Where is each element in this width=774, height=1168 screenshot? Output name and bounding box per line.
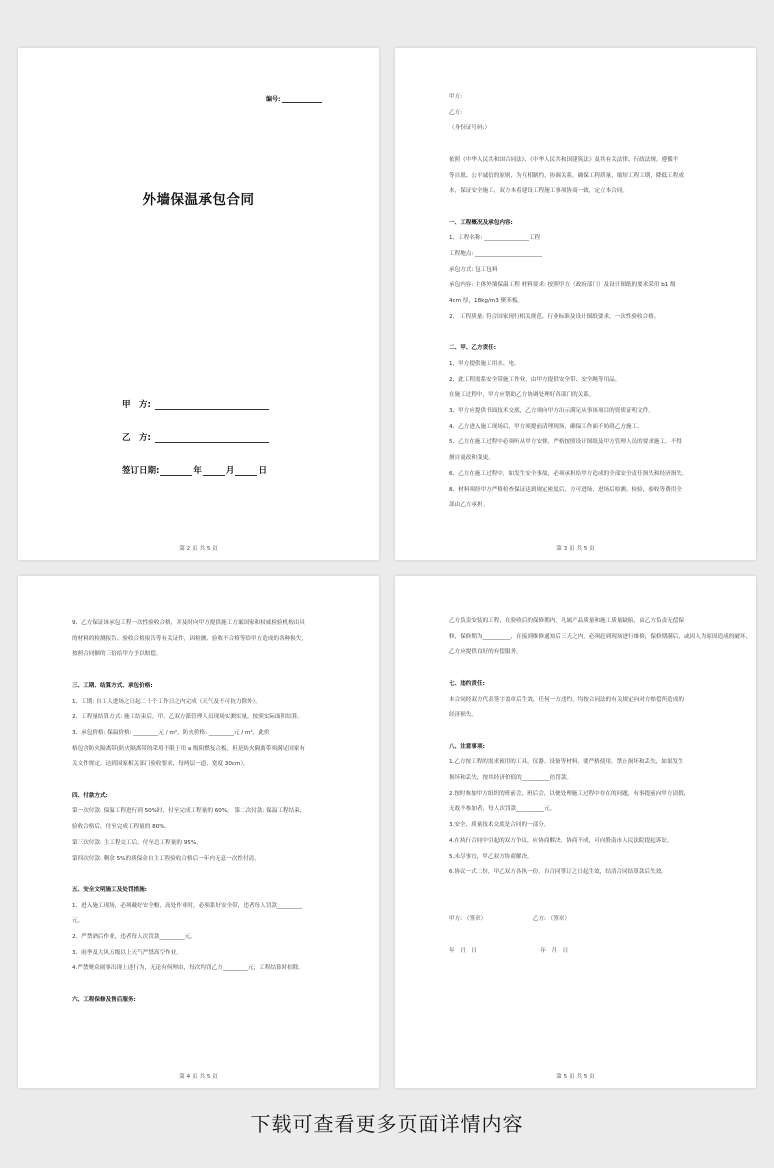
- text-line: 2、严禁酒后作业，违者每人次罚款_________元。: [72, 934, 196, 940]
- contract-page-4: [395, 576, 756, 1088]
- text-line: 验收合格后，付至完成工程量的 80%。: [72, 824, 171, 831]
- section-heading: 八、注意事项:: [449, 743, 485, 750]
- sign-date-label: 签订日期:: [122, 466, 160, 476]
- month-label: 月: [225, 466, 235, 476]
- text-line: （身份证号码:）: [449, 125, 491, 132]
- section-heading: 四、付款方式:: [72, 792, 108, 799]
- text-line: 损坏和丢失，按其经济价值的__________倍罚款。: [449, 775, 573, 781]
- text-line: 无故不参加者，每人次罚款__________元。: [449, 806, 556, 813]
- section-heading: 一、工程概况及承包内容:: [449, 219, 513, 226]
- text-line: 本合同经双方代表签字盖章后生效，任何一方违约，均按合同法的有关规定向对方赔偿所造成的: [449, 696, 684, 703]
- text-line: 2、此工程需系安全带施工作业，由甲方提供安全带、安全绳等用品。: [449, 376, 621, 383]
- page-number: 第 2 页 共 5 页: [179, 546, 218, 552]
- page-number: 第 3 页 共 5 页: [556, 546, 595, 552]
- contract-number-blank: [282, 96, 322, 103]
- text-line: 4.在执行合同中引起的双方争议，应协商解决，协商不成，可向股南市人民法院提起诉讼。: [449, 837, 673, 844]
- text-line: 8、材料须经甲方严格检查保证达到规定密度后，方可进场，进场后检测、检验，验收等费用全: [449, 486, 682, 493]
- text-line: 2、 工程质量: 符合国家现行相关规范、行业标准及设计图纸要求，一次性验收合格。: [449, 313, 660, 320]
- text-line: 4、乙方进入施工现场后，甲方须提前清理现场，确保工作面不妨碍乙方施工。: [449, 423, 643, 430]
- text-line: 按照合同额的三倍给甲方予以赔偿。: [72, 651, 162, 658]
- text-line: 元。: [72, 918, 84, 925]
- contract-page-3: [18, 576, 379, 1088]
- page-number: 第 4 页 共 5 页: [179, 1074, 218, 1080]
- section-heading: 五、安全文明施工及处罚措施:: [72, 886, 147, 893]
- party-b-label: 乙 方:: [122, 433, 151, 443]
- text-line: 1、工期: 自工人进场之日起二十个工作日之内完成（天气及不可抗力除外）。: [72, 698, 262, 705]
- party-b-field: [122, 431, 269, 443]
- text-line: 3、甲方应提供书面技术交底，乙方须向甲方出示满足从事该项目的资质证明文件。: [449, 408, 654, 414]
- text-line: 3、雨季及大风五级以上天气严禁高空作业。: [72, 949, 182, 956]
- day-label: 日: [258, 466, 267, 476]
- text-line: 5、乙方在施工过程中必须听从甲方安排，严格按照设计图纸及甲方管理人员的要求施工，不得: [449, 439, 682, 446]
- text-line: 部由乙方承担。: [449, 502, 489, 509]
- text-line: 承包内容: 主体外墙保温工程 材料要求: 按照甲方（政府部门）及设计图纸的要求采用 b1 级: [449, 282, 676, 289]
- text-line: 乙方负责安装的工程，在验收后的保修期内，凡属产品质量和施工质量缺陷，由乙方负责无偿保: [449, 618, 684, 624]
- contract-page-2: [395, 48, 756, 560]
- download-caption: 下载可查看更多页面详情内容: [250, 1112, 524, 1136]
- text-line: 乙方应提供良好的有偿服务。: [449, 649, 522, 656]
- text-line: 1.乙方按工程的需求预用的工具、仪器、设备等材料，要严格使用，禁止损坏和丢失，如果发生: [449, 759, 684, 766]
- text-line: 经济损失。: [449, 712, 477, 719]
- text-line: 9、乙方保证该承包工程一次性验收合格，并及时向甲方提供施工方案国家和权威检验机构出具: [72, 620, 305, 626]
- year-blank: [160, 466, 192, 476]
- contract-title: 外墙保温承包合同: [142, 192, 255, 208]
- text-line: 5.未尽事宜，甲乙双方协商解决。: [449, 853, 533, 860]
- text-line: 4cm 厚，18kg/m3 聚苯板。: [449, 298, 524, 305]
- text-line: 6、乙方在施工过程中，如发生安全事故，必须承担给甲方造成的全部安全责任损失和经济损失。: [449, 470, 688, 477]
- sign-date-field: [122, 464, 267, 476]
- text-line: 1、进入施工现场，必须戴好安全帽，高处作业时，必须系好安全带，违者每人罚款_________: [72, 902, 303, 909]
- party-a-field: [122, 398, 269, 410]
- text-line: 工程地点: ________________________: [449, 251, 543, 257]
- text-line: 修，保修期为__________，在接到维修通知后三天之内，必须赶到现场进行维修，保修期满后，或因人为原因造成的破坏，: [449, 633, 752, 640]
- text-line: 1、工程名称: ________________工程: [449, 235, 541, 242]
- party-a-blank: [155, 400, 269, 410]
- text-line: 第一次付款: 保温工程进行到 50%时，付至完成工程量的 60%。 第二次付款: 保温工程结束，: [72, 808, 306, 815]
- text-line: 第四次付款: 剩余 5%的质保金自主工程验收合格后一年内无息一次性付清。: [72, 855, 260, 862]
- text-line: 2.按时参加甲方组织的班前会，班后会，以便处理施工过程中存在的问题，有事提前向甲方请假，: [449, 790, 690, 797]
- contract-number-label: 编号:: [266, 96, 281, 103]
- section-heading: 六、工程保修及售后服务:: [72, 996, 136, 1003]
- text-line: 3.安全、质量技术交底是合同的一部分。: [449, 822, 550, 829]
- section-heading: 三、工期、结算方式、承包价格:: [72, 682, 153, 689]
- text-line: 2、工程量结算方式: 施工结束后，甲、乙双方派管理人员现场实测实量，按照实际面积结算。: [72, 714, 303, 721]
- text-line: 6.协议一式二份，甲乙双方各执一份，自合同签订之日起生效，结清合同结算款后失效。: [449, 869, 667, 876]
- text-line: 关文件规定，达到国家相关部门验收要求，每两层一道，宽度 30cm）。: [72, 761, 249, 768]
- page-number: 第 5 页 共 5 页: [556, 1074, 595, 1080]
- text-line: 年 月 日 年 月 日: [449, 947, 569, 954]
- text-line: 1、甲方提供施工用水、电。: [449, 360, 520, 367]
- section-heading: 七、违约责任:: [449, 680, 485, 687]
- text-line: 等自愿、公平诚信的原则，为互相制约，协调关系，确保工程质量，缩短工程工期，降低工程成: [449, 172, 684, 179]
- contract-number-field: [266, 94, 322, 103]
- text-line: 的材料的检测报告、验收合格报告等有关证件，因检测、验收不合格等给甲方造成的各种损失，: [72, 635, 307, 642]
- text-line: 承包方式: 包工包料: [449, 266, 498, 273]
- text-line: 3、承包价格: 保温价格: _________元 / m²，防火价格: _________元 / m²，此价: [72, 729, 270, 736]
- text-line: 本，保证安全施工，双方本着建设工程施工事项协商一致，定立本合同。: [449, 188, 629, 195]
- day-blank: [235, 466, 257, 476]
- text-line: 乙方:: [449, 109, 463, 116]
- section-heading: 二、甲、乙方责任:: [449, 345, 496, 352]
- text-line: 甲方:: [449, 94, 463, 100]
- party-b-blank: [155, 433, 269, 443]
- text-line: 第三次付款: 主工程交工后，付至总工程量的 95%。: [72, 839, 202, 846]
- contract-page-cover: [18, 48, 379, 560]
- text-line: 甲方: （签章） 乙方: （签章）: [449, 916, 570, 923]
- year-label: 年: [193, 466, 202, 476]
- text-line: 在施工过程中，甲方应帮助乙方协调处理好各部门的关系。: [449, 392, 595, 399]
- text-line: 擅自更改和变更。: [449, 455, 494, 462]
- party-a-label: 甲 方:: [122, 400, 151, 410]
- month-blank: [203, 466, 225, 476]
- text-line: 依照《中华人民共和国合同法》、《中华人民共和国建筑法》及其有关法律、行政法规，遵循平: [449, 156, 679, 163]
- text-line: 格包含防火隔离带(防火隔离带的采用不限于用 a 级阻燃复合板，但是防火隔离带须满足国家有: [72, 745, 305, 752]
- text-line: 4.严禁聚众闹事出现上述行为，无论有何理由，每次均罚乙方_________元，工程结算时扣除。: [72, 965, 304, 972]
